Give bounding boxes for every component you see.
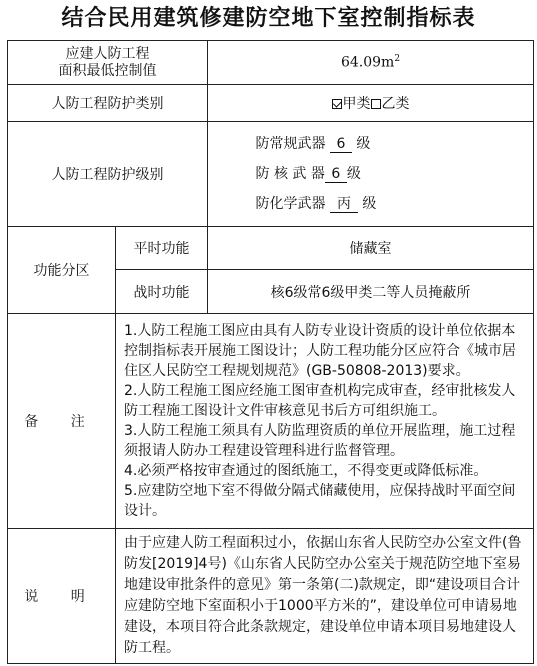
explanation-text: 由于应建人防工程面积过小，依据山东省人民防空办公室文件(鲁防发[2019]4号)《山东省人民防空办公室关于规范防空地下室易地建设审批条件的意见》第一条第(二)款规定，即“建设项目合计应建防空地下室面积小于1000平方米的”，建设单位可申请易地建设，本项目符合此条款规定，建设单位申请本项目易地建设人防工程。 xyxy=(116,529,534,664)
area-unit-superscript: 2 xyxy=(394,54,401,65)
category-option-a: 甲类 xyxy=(342,96,371,112)
function-peace-label: 平时功能 xyxy=(116,227,208,270)
grade-nuclear-unit: 级 xyxy=(346,166,361,182)
checkbox-empty-icon xyxy=(371,99,381,109)
remark-item: 3.人防工程施工须具有人防监理资质的单位开展监理，施工过程须报请人防办工程建设管理科进行监督管理。 xyxy=(124,423,516,459)
function-peace-row xyxy=(8,227,534,270)
function-peace-value: 储藏室 xyxy=(208,227,534,270)
grade-nuclear-label: 防 核 武 器 xyxy=(255,166,325,182)
checkbox-checked-icon xyxy=(332,99,342,109)
grade-conventional-unit: 级 xyxy=(356,136,371,152)
control-index-table xyxy=(7,40,534,664)
document-title: 结合民用建筑修建防空地下室控制指标表 xyxy=(61,6,476,31)
grade-chemical-value: 丙 xyxy=(330,196,358,213)
explanation-label: 说 明 xyxy=(8,529,116,664)
grade-values xyxy=(256,129,486,219)
grade-conventional-label: 防常规武器 xyxy=(255,136,326,152)
remarks-cell xyxy=(116,314,534,529)
area-value: 64.09m xyxy=(340,54,395,71)
function-war-label: 战时功能 xyxy=(116,270,208,314)
grade-nuclear-line xyxy=(256,159,486,189)
remark-item: 4.必须严格按审查通过的图纸施工，不得变更或降低标准。 xyxy=(124,463,488,479)
remark-item: 1.人防工程施工图应由具有人防专业设计资质的设计单位依据本控制指标表开展施工图设计；人防工程功能分区应符合《城市居住区人民防空工程规划规范》(GB-50808-2013)要求。 xyxy=(124,323,516,379)
remark-item: 2.人防工程施工图应经施工图审查机构完成审查，经审批核发人防工程施工图设计文件审核意见书后方可组织施工。 xyxy=(124,383,516,419)
area-label-line2: 面积最低控制值 xyxy=(58,62,157,79)
explanation-row xyxy=(8,529,534,664)
area-value-cell xyxy=(208,41,534,85)
remarks-label: 备 注 xyxy=(8,314,116,529)
grade-conventional-line xyxy=(256,129,486,159)
grade-chemical-label: 防化学武器 xyxy=(255,196,326,212)
category-row xyxy=(8,85,534,122)
area-row xyxy=(8,41,534,85)
category-options-cell xyxy=(208,85,534,122)
category-label: 人防工程防护类别 xyxy=(8,85,208,122)
area-label-line1: 应建人防工程 xyxy=(65,45,150,62)
grade-row xyxy=(8,122,534,227)
function-war-value: 核6级常6级甲类二等人员掩蔽所 xyxy=(208,270,534,314)
grade-nuclear-value: 6 xyxy=(325,166,347,183)
grade-conventional-value: 6 xyxy=(330,136,352,153)
grade-values-cell xyxy=(208,122,534,227)
grade-chemical-line xyxy=(256,189,486,219)
category-option-b: 乙类 xyxy=(381,96,410,112)
remarks-row xyxy=(8,314,534,529)
remark-item: 5.应建防空地下室不得做分隔式储藏使用，应保持战时平面空间设计。 xyxy=(124,483,516,519)
area-label-cell xyxy=(8,41,208,85)
function-label: 功能分区 xyxy=(8,227,116,314)
grade-label: 人防工程防护级别 xyxy=(8,122,208,227)
grade-chemical-unit: 级 xyxy=(362,196,377,212)
